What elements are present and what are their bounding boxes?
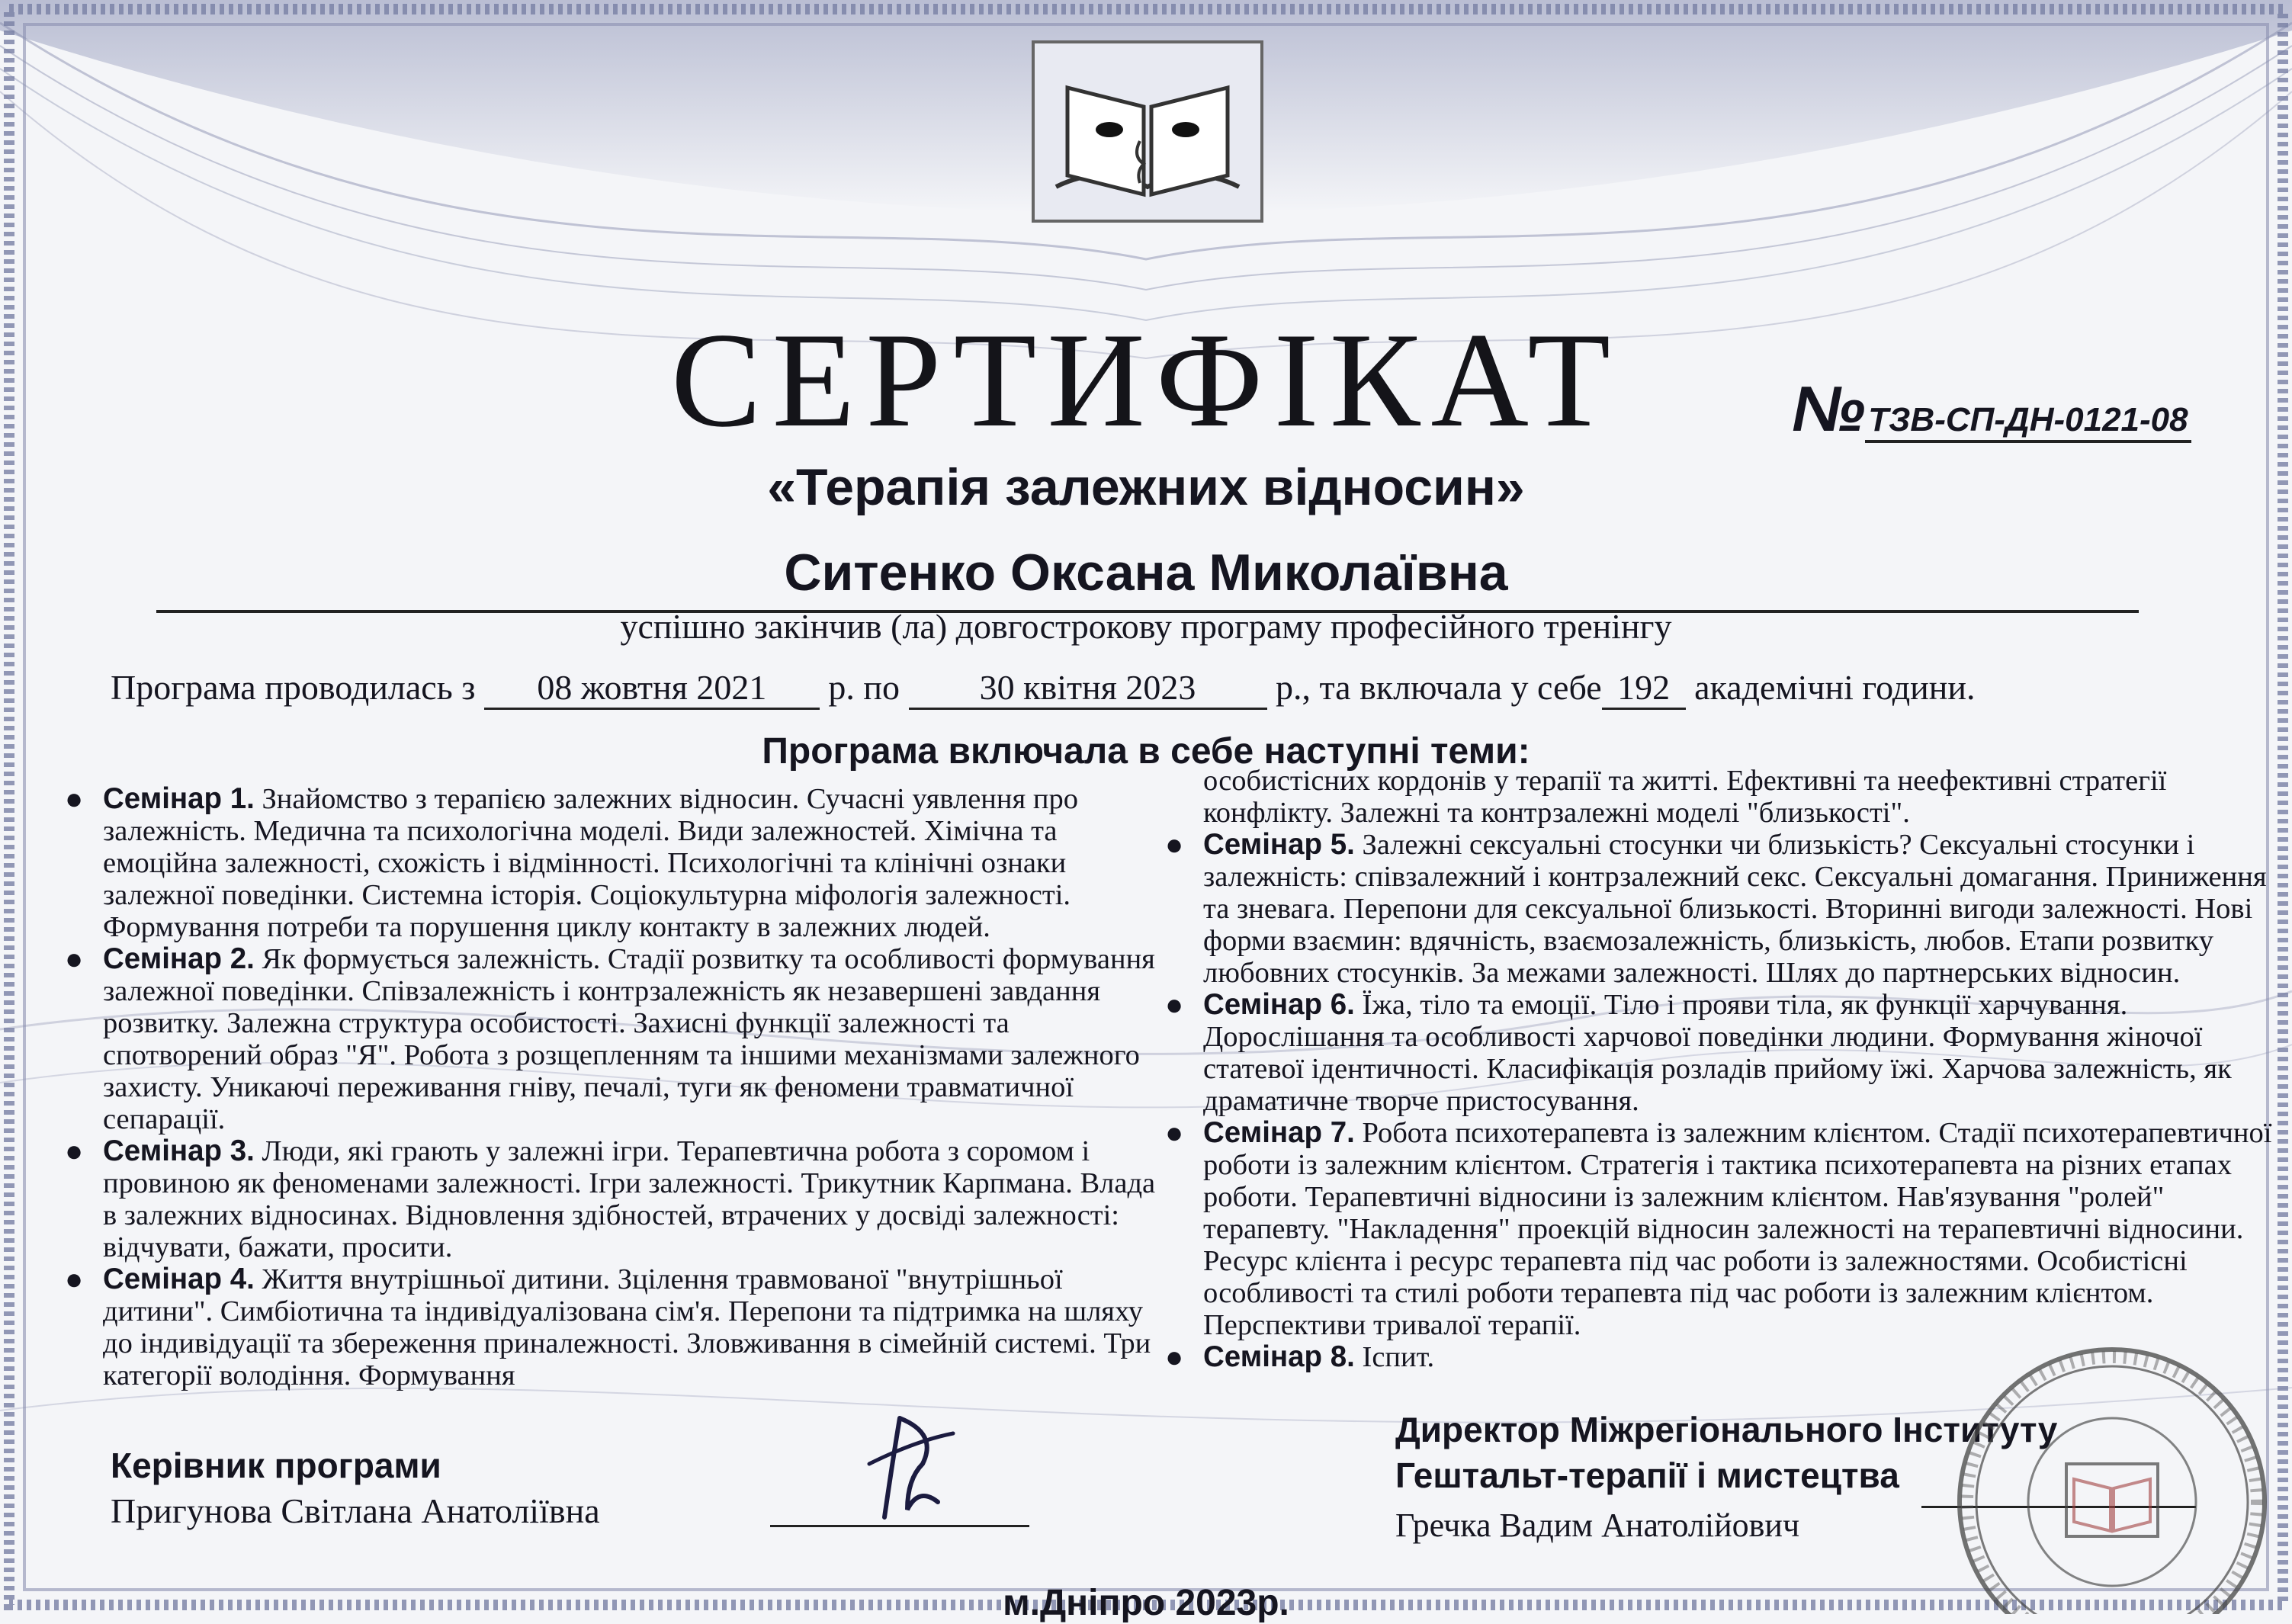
seminar-4-continuation: особистісних кордонів у терапії та житті. Ефективні та неефективні стратегії конфлікту. Залежні та контрзалежні моделі "близькості". [1203, 765, 2167, 829]
bullet: ● [65, 1262, 84, 1296]
seminar-label: Семінар 5. [1203, 828, 1355, 861]
date-to: 30 квітня 2023 [909, 667, 1267, 710]
seminar-text: Залежні сексуальні стосунки чи близькість? Сексуальні стосунки і залежність: співзалежний і контрзалежний секс. Сексуальні домагання. Приниження та зневага. Перепони для сексуальної близькості. Вторинні вигоди залежності. Нові форми взаємин: вдячність, взаємозалежність, близькість, любов. Етапи розвитку любовних стосунків. За межами залежності. Шлях до партнерських відносин. [1203, 829, 2267, 989]
topics-left-column [65, 782, 1163, 1391]
bullet: ● [65, 1134, 84, 1168]
seminar-text: Люди, які грають у залежні ігри. Терапевтична робота з соромом і провиною як феноменами залежності. Ігри залежності. Трикутник Карпмана. Влада в залежних відносинах. Відновлення здібностей, втрачених у досвіді залежності: відчувати, бажати, просити. [103, 1135, 1156, 1263]
director-label-line-1: Директор Міжрегіонального Інституту [1395, 1410, 2058, 1449]
program-text-end: академічні години. [1694, 668, 1976, 707]
round-seal-icon [1937, 1327, 2287, 1614]
seminar-label: Семінар 7. [1203, 1116, 1355, 1149]
bullet: ● [65, 782, 84, 816]
director-name: Гречка Вадим Анатолійович [1395, 1507, 1800, 1544]
number-sign: № [1792, 373, 1866, 445]
book-face-emblem-icon [1026, 34, 1270, 229]
completion-text: успішно закінчив (ла) довгострокову програму професійного тренінгу [620, 607, 1672, 646]
director-label-line-2: Гештальт-терапії і мистецтва [1395, 1456, 1899, 1495]
seminar-text: Як формується залежність. Стадії розвитку та особливості формування залежної поведінки. Співзалежність і контрзалежність як незавершені завдання розвитку. Залежна структура особистості. Захисні функції залежності та спотворений образ "Я". Робота з розщепленням та іншими механізмами залежного захисту. Уникаючі переживання гніву, печалі, туги як феномени травматичної сепарації. [103, 943, 1155, 1135]
seminar-4 [65, 1262, 1163, 1391]
seminar-label: Семінар 1. [103, 782, 255, 815]
seminar-label: Семінар 2. [103, 942, 255, 975]
certificate-number [1792, 372, 2191, 446]
date-from: 08 жовтня 2021 [484, 667, 820, 710]
seminar-text: Їжа, тіло та емоції. Тіло і прояви тіла, як функції харчування. Дорослішання та особливості харчової поведінки людини. Формування жіночої статевої ідентичності. Класифікація розладів прийому їжі. Харчова залежність, як драматичне творче пристосування. [1203, 989, 2232, 1117]
city-year: м.Дніпро 2023р. [1003, 1583, 1289, 1623]
program-dates-line [111, 667, 1976, 710]
seminar-1 [65, 782, 1163, 943]
seminar-label: Семінар 3. [103, 1135, 255, 1167]
course-title: «Терапія залежних відносин» [767, 458, 1525, 516]
program-head-name: Пригунова Світлана Анатоліївна [111, 1491, 600, 1530]
seminar-label: Семінар 6. [1203, 988, 1355, 1021]
program-text-mid: р. по [828, 668, 900, 707]
signature-icon [854, 1411, 976, 1533]
bullet: ● [1165, 1115, 1184, 1150]
bullet: ● [1165, 827, 1184, 862]
seminar-text: Іспит. [1362, 1341, 1435, 1373]
program-head-label: Керівник програми [111, 1446, 441, 1485]
seminar-label: Семінар 8. [1203, 1340, 1355, 1373]
seminar-6 [1165, 987, 2282, 1117]
bullet: ● [1165, 1340, 1184, 1374]
seminar-text: Знайомство з терапією залежних відносин. Сучасні уявлення про залежність. Медична та психологічна моделі. Види залежностей. Хімічна та емоційна залежності, схожість і відмінності. Психологічні та клінічні ознаки залежної поведінки. Системна історія. Соціокультурна міфологія залежності. Формування потреби та порушення циклу контакту в залежних людей. [103, 783, 1078, 943]
topics-heading: Програма включала в себе наступні теми: [762, 731, 1530, 772]
topics-right-column [1165, 765, 2282, 1374]
academic-hours: 192 [1602, 667, 1686, 710]
seminar-7 [1165, 1115, 2282, 1341]
seminar-text: Життя внутрішньої дитини. Зцілення травмованої "внутрішньої дитини". Симбіотична та індивідуалізована сім'я. Перепони та підтримка на шляху до індивідуації та збереження приналежності. Зловживання в сімейній системі. Три категорії володіння. Формування [103, 1263, 1151, 1391]
program-text-mid2: р., та включала у себе [1276, 668, 1602, 707]
seminar-5 [1165, 827, 2282, 989]
recipient-name: Ситенко Оксана Миколаївна [784, 544, 1508, 602]
program-head-signature-line [770, 1525, 1029, 1527]
certificate-number-value: ТЗВ-СП-ДН-0121-08 [1865, 401, 2191, 443]
seminar-label: Семінар 4. [103, 1263, 255, 1295]
program-text-start: Програма проводилась з [111, 668, 476, 707]
bullet: ● [65, 942, 84, 976]
seminar-text: Робота психотерапевта із залежним клієнтом. Стадії психотерапевтичної роботи із залежним клієнтом. Стратегія і тактика психотерапевта на різних етапах роботи. Терапевтичні відносини із залежним клієнтом. Нав'язування "ролей" терапевту. "Накладення" проекцій відносин залежності на терапевтичні відносини. Ресурс клієнта і ресурс терапевта під час роботи із залежностями. Особистісні особливості та стилі роботи терапевта під час роботи із залежним клієнтом. Перспективи тривалої терапії. [1203, 1117, 2272, 1341]
certificate-title: СЕРТИФІКАТ [670, 304, 1622, 455]
seminar-3 [65, 1134, 1163, 1263]
seminar-2 [65, 942, 1163, 1135]
bullet: ● [1165, 987, 1184, 1022]
